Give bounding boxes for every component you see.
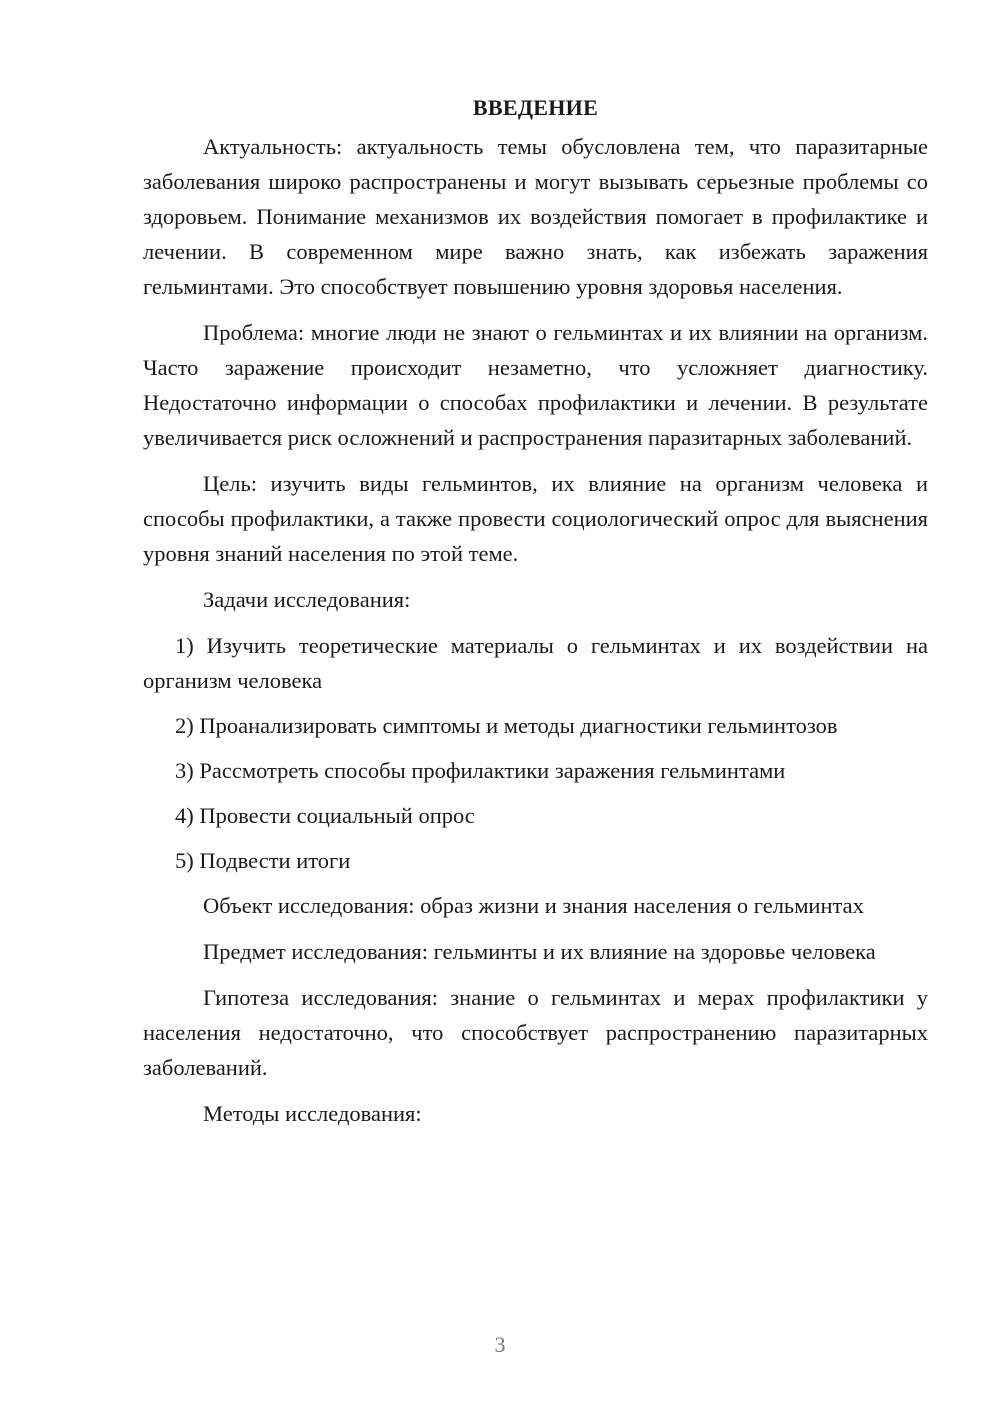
relevance-paragraph: Актуальность: актуальность темы обусловлена тем, что паразитарные заболевания широко распространены и могут вызывать серьезные проблемы со здоровьем. Понимание механизмов их воздействия помогает в профилактике и лечении. В современном мире важно знать, как избежать заражения гельминтами. Это способствует повышению уровня здоровья населения. [143, 134, 928, 299]
hypothesis-paragraph: Гипотеза исследования: знание о гельминтах и мерах профилактики у населения недостаточно, что способствует распространению паразитарных заболеваний. [143, 985, 928, 1080]
task-item: 4) Провести социальный опрос [175, 803, 475, 828]
methods-heading: Методы исследования: [203, 1101, 422, 1126]
task-item: 2) Проанализировать симптомы и методы диагностики гельминтозов [175, 713, 838, 738]
goal-paragraph: Цель: изучить виды гельминтов, их влияние на организм человека и способы профилактики, а также провести социологический опрос для выяснения уровня знаний населения по этой теме. [143, 471, 928, 566]
problem-paragraph: Проблема: многие люди не знают о гельминтах и их влиянии на организм. Часто заражение происходит незаметно, что усложняет диагностику. Недостаточно информации о способах профилактики и лечении. В результате увеличивается риск осложнений и распространения паразитарных заболеваний. [143, 320, 928, 450]
task-item: 1) Изучить теоретические материалы о гельминтах и их воздействии на организм человека [143, 633, 928, 693]
section-title: ВВЕДЕНИЕ [472, 95, 599, 120]
task-item: 3) Рассмотреть способы профилактики заражения гельминтами [175, 758, 786, 783]
task-item: 5) Подвести итоги [175, 848, 351, 873]
object-paragraph: Объект исследования: образ жизни и знания населения о гельминтах [203, 893, 864, 918]
subject-paragraph: Предмет исследования: гельминты и их влияние на здоровье человека [203, 939, 876, 964]
tasks-heading: Задачи исследования: [203, 587, 411, 612]
page-number: 3 [494, 1332, 506, 1357]
document-page [143, 90, 928, 1142]
